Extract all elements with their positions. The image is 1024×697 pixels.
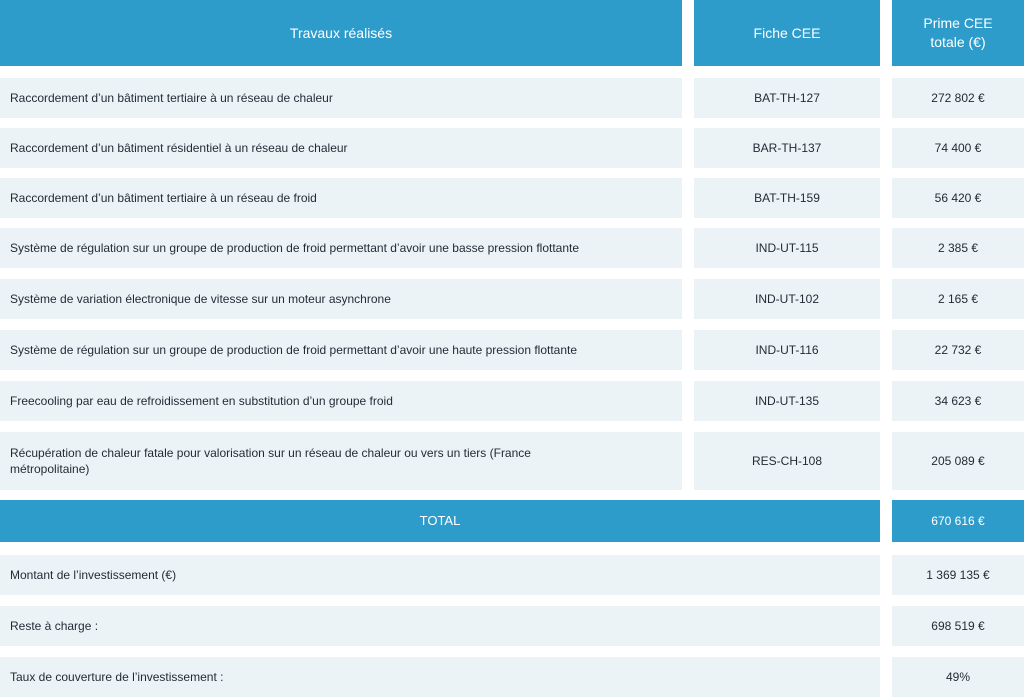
row-travaux: Raccordement d’un bâtiment tertiaire à un réseau de froid [0, 178, 682, 218]
summary-value: 49% [892, 657, 1024, 697]
row-fiche: BAT-TH-159 [694, 178, 880, 218]
row-fiche: BAR-TH-137 [694, 128, 880, 168]
row-prime: 22 732 € [892, 330, 1024, 370]
total-label: TOTAL [0, 500, 880, 542]
total-value: 670 616 € [892, 500, 1024, 542]
summary-label: Taux de couverture de l’investissement : [0, 657, 880, 697]
row-prime: 2 165 € [892, 279, 1024, 319]
header-travaux: Travaux réalisés [0, 0, 682, 66]
row-prime: 2 385 € [892, 228, 1024, 268]
row-travaux: Système de régulation sur un groupe de production de froid permettant d’avoir une basse pression flottante [0, 228, 682, 268]
row-prime: 56 420 € [892, 178, 1024, 218]
row-travaux: Système de variation électronique de vitesse sur un moteur asynchrone [0, 279, 682, 319]
row-travaux: Freecooling par eau de refroidissement en substitution d’un groupe froid [0, 381, 682, 421]
row-fiche: IND-UT-135 [694, 381, 880, 421]
row-fiche: RES-CH-108 [694, 432, 880, 490]
row-travaux: Raccordement d’un bâtiment résidentiel à un réseau de chaleur [0, 128, 682, 168]
row-prime: 74 400 € [892, 128, 1024, 168]
header-fiche: Fiche CEE [694, 0, 880, 66]
header-prime: Prime CEE totale (€) [892, 0, 1024, 66]
row-prime: 34 623 € [892, 381, 1024, 421]
row-travaux: Raccordement d’un bâtiment tertiaire à un réseau de chaleur [0, 78, 682, 118]
summary-value: 1 369 135 € [892, 555, 1024, 595]
row-travaux: Système de régulation sur un groupe de production de froid permettant d’avoir une haute pression flottante [0, 330, 682, 370]
summary-value: 698 519 € [892, 606, 1024, 646]
row-fiche: IND-UT-102 [694, 279, 880, 319]
row-fiche: BAT-TH-127 [694, 78, 880, 118]
row-fiche: IND-UT-115 [694, 228, 880, 268]
row-prime: 272 802 € [892, 78, 1024, 118]
row-fiche: IND-UT-116 [694, 330, 880, 370]
summary-label: Montant de l’investissement (€) [0, 555, 880, 595]
row-travaux: Récupération de chaleur fatale pour valorisation sur un réseau de chaleur ou vers un tiers (France métropolitaine) [0, 432, 682, 490]
row-prime: 205 089 € [892, 432, 1024, 490]
summary-label: Reste à charge : [0, 606, 880, 646]
